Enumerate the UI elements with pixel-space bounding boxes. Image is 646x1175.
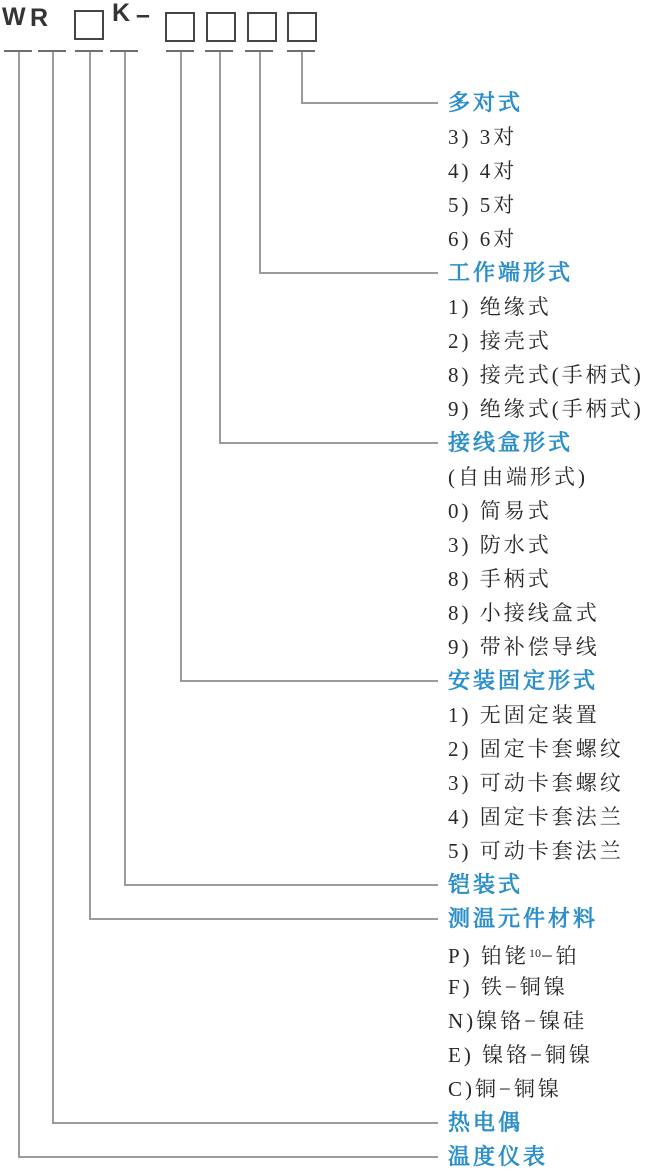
connector-line — [219, 442, 438, 444]
option-item: 6) 6对 — [448, 227, 518, 251]
option-item: 5) 可动卡套法兰 — [448, 839, 624, 863]
option-item: 0) 简易式 — [448, 499, 552, 523]
option-item: C)铜−铜镍 — [448, 1077, 562, 1101]
section-heading: 铠装式 — [448, 872, 524, 897]
option-item: (自由端形式) — [448, 465, 588, 489]
connector-line — [259, 272, 438, 274]
connector-line — [18, 52, 20, 1157]
code-placeholder-box — [74, 10, 104, 40]
option-item: 2) 固定卡套螺纹 — [448, 737, 624, 761]
option-item — [448, 936, 646, 970]
option-item: 1) 绝缘式 — [448, 295, 552, 319]
option-item: 4) 固定卡套法兰 — [448, 805, 624, 829]
option-item: 9) 绝缘式(手柄式) — [448, 397, 644, 421]
connector-line — [259, 52, 261, 273]
connector-line — [18, 1156, 438, 1158]
option-item: 3) 3对 — [448, 125, 518, 149]
option-item: 8) 手柄式 — [448, 567, 552, 591]
option-item: 3) 可动卡套螺纹 — [448, 771, 624, 795]
option-item: 9) 带补偿导线 — [448, 635, 600, 659]
option-item: 1) 无固定装置 — [448, 703, 600, 727]
option-item: F) 铁−铜镍 — [448, 975, 568, 999]
section-heading: 安装固定形式 — [448, 668, 599, 693]
code-placeholder-box — [165, 12, 195, 42]
connector-line — [124, 52, 126, 885]
connector-line — [180, 680, 438, 682]
option-item: 3) 防水式 — [448, 533, 552, 557]
code-placeholder-box — [287, 12, 317, 42]
option-item: 8) 小接线盒式 — [448, 601, 600, 625]
code-placeholder-box — [247, 12, 277, 42]
label-column — [448, 86, 646, 1174]
option-item: E) 镍铬−铜镍 — [448, 1043, 593, 1067]
section-heading: 热电偶 — [448, 1110, 524, 1135]
code-letter-w: W — [2, 3, 26, 31]
code-letter-k: K — [112, 0, 131, 27]
option-item: 8) 接壳式(手柄式) — [448, 363, 644, 387]
connector-line — [52, 52, 54, 1123]
code-separator-dash: – — [136, 1, 150, 29]
connector-line — [89, 918, 438, 920]
option-text: P) 铂铑 — [448, 944, 529, 968]
connector-line — [301, 102, 438, 104]
section-heading: 温度仪表 — [448, 1144, 549, 1169]
connector-line — [52, 1122, 438, 1124]
option-text: −铂 — [540, 944, 580, 968]
code-placeholder-box — [206, 12, 236, 42]
option-superscript: 10 — [528, 946, 541, 960]
connector-line — [89, 52, 91, 919]
section-heading: 接线盒形式 — [448, 430, 574, 455]
section-heading: 多对式 — [448, 90, 524, 115]
section-heading: 工作端形式 — [448, 260, 574, 285]
option-item: 2) 接壳式 — [448, 329, 552, 353]
option-item: 4) 4对 — [448, 159, 518, 183]
connector-line — [180, 52, 182, 681]
option-item: N)镍铬−镍硅 — [448, 1009, 588, 1033]
section-heading: 测温元件材料 — [448, 906, 599, 931]
option-item: 5) 5对 — [448, 193, 518, 217]
code-letter-r: R — [30, 4, 49, 32]
connector-line — [124, 884, 438, 886]
connector-line — [301, 52, 303, 103]
connector-line — [219, 52, 221, 443]
